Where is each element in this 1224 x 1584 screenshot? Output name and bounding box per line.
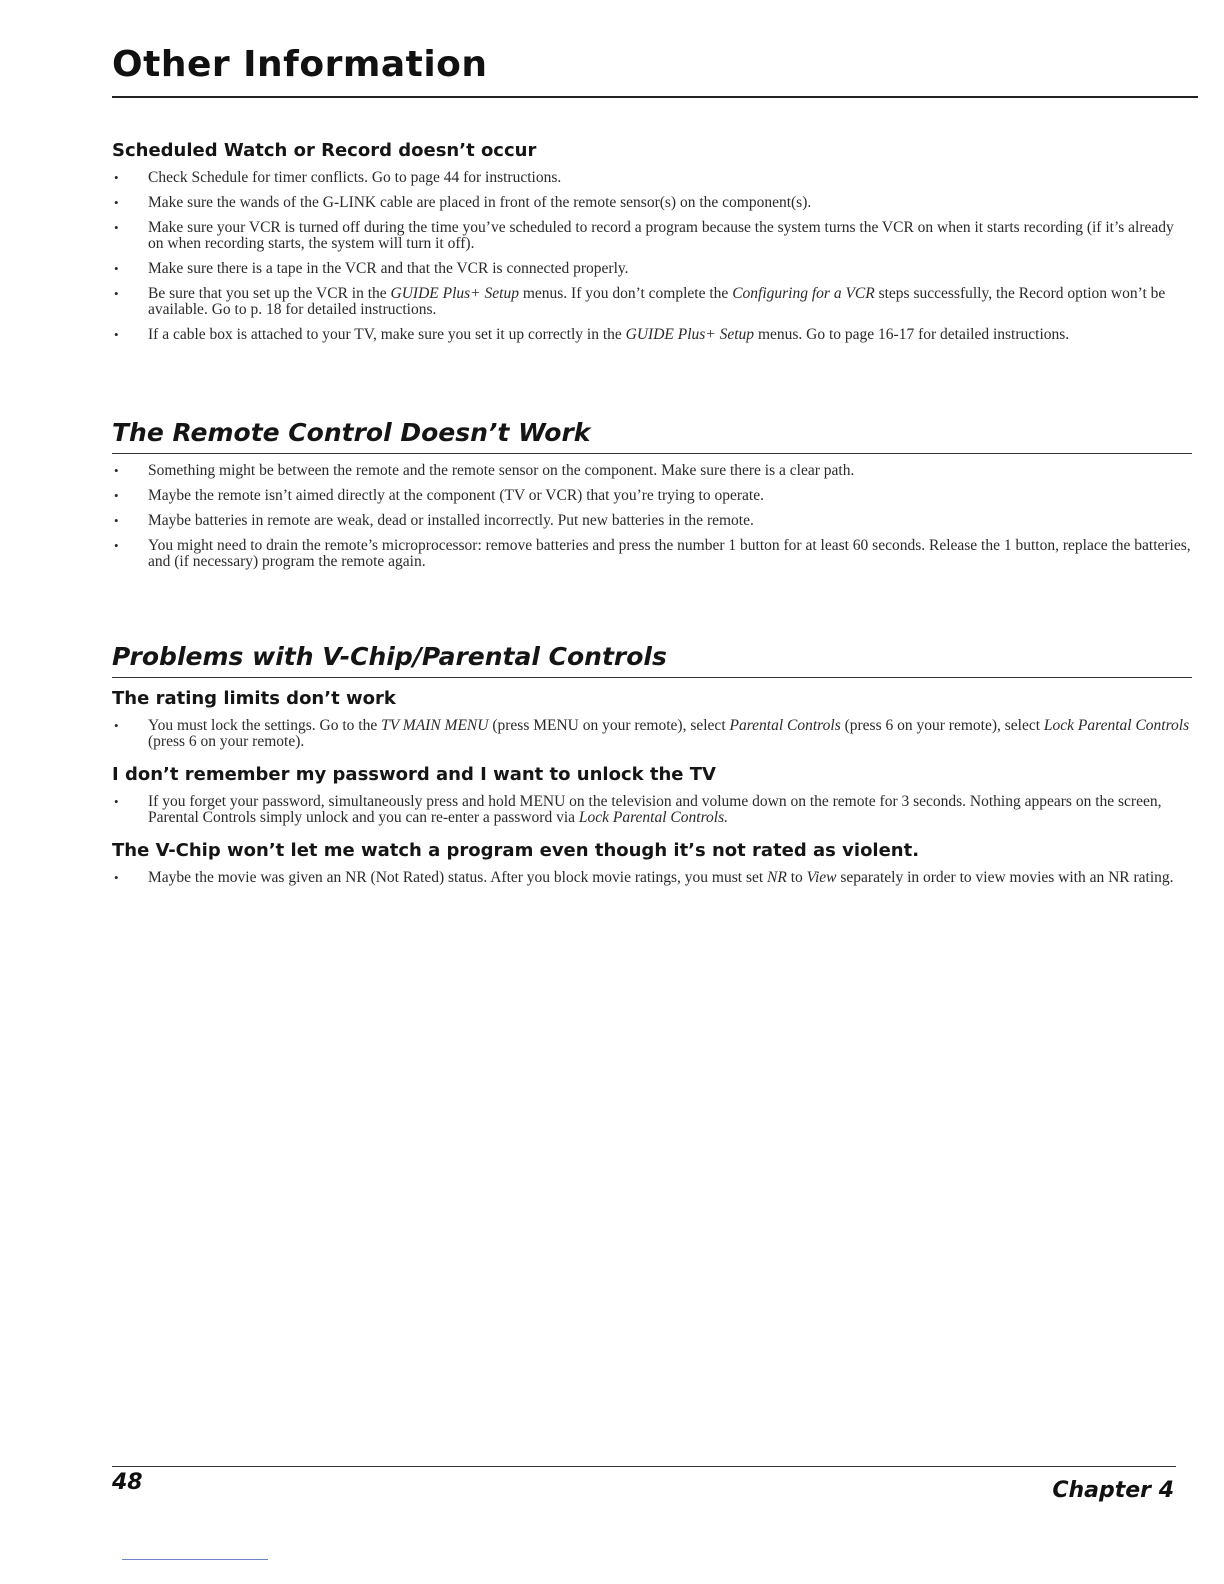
section-rule <box>112 453 1192 454</box>
list-item <box>112 870 1192 886</box>
text-run: separately in order to view movies with an NR rating. <box>836 869 1174 886</box>
list-item: • Maybe the remote isn’t aimed directly at the component (TV or VCR) that you’re trying to operate. <box>112 488 1192 504</box>
menu-reference: Configuring for a VCR <box>732 285 875 302</box>
list-item: • Something might be between the remote and the remote sensor on the component. Make sure there is a clear path. <box>112 463 1192 479</box>
menu-reference: Lock Parental Controls. <box>578 809 728 826</box>
list-item: • Maybe batteries in remote are weak, dead or installed incorrectly. Put new batteries in the remote. <box>112 513 1192 529</box>
menu-reference: Lock Parental Controls <box>1043 717 1190 734</box>
subsection-heading: The V-Chip won’t let me watch a program even though it’s not rated as violent. <box>112 840 920 861</box>
text-run: (press 6 on your remote), select <box>840 717 1044 734</box>
menu-reference: GUIDE Plus+ Setup <box>625 326 755 343</box>
list-item: • Check Schedule for timer conflicts. Go to page 44 for instructions. <box>112 170 1192 186</box>
text-run: Be sure that you set up the VCR in the <box>148 285 391 302</box>
section-vchip <box>112 642 1192 886</box>
list-item <box>112 718 1192 750</box>
section-heading: The Remote Control Doesn’t Work <box>112 418 591 447</box>
text-run: to <box>786 869 807 886</box>
section-rule <box>112 677 1192 678</box>
text-run: Maybe the movie was given an NR (Not Rated) status. After you block movie ratings, you must set <box>148 869 768 886</box>
section-scheduled <box>112 140 1192 343</box>
bullet-list <box>112 718 1192 750</box>
list-item: • Make sure your VCR is turned off during the time you’ve scheduled to record a program because the system turns the VCR on when it starts recording (if it’s already on when recording starts, the system will turn it off). <box>112 220 1192 252</box>
section-heading: Problems with V-Chip/Parental Controls <box>112 642 667 671</box>
menu-reference: View <box>806 869 837 886</box>
subsection-heading: The rating limits don’t work <box>112 688 396 709</box>
footer-rule <box>112 1466 1176 1467</box>
chapter-label: Chapter 4 <box>1052 1478 1174 1503</box>
menu-reference: Parental Controls <box>729 717 841 734</box>
bullet-list <box>112 870 1192 886</box>
text-run: menus. If you don’t complete the <box>518 285 733 302</box>
menu-reference: TV MAIN MENU <box>381 717 489 734</box>
bullet-list <box>112 463 1192 570</box>
text-run: menus. Go to page 16-17 for detailed instructions. <box>754 326 1070 343</box>
bullet-list <box>112 170 1192 343</box>
list-item: • You might need to drain the remote’s microprocessor: remove batteries and press the number 1 button for at least 60 seconds. Release the 1 button, replace the batteries, and (if necessary) program the remote again. <box>112 538 1192 570</box>
section-heading: Scheduled Watch or Record doesn’t occur <box>112 140 537 161</box>
list-item: • Make sure there is a tape in the VCR and that the VCR is connected properly. <box>112 261 1192 277</box>
bottom-mark <box>122 1559 268 1560</box>
text-run: If you forget your password, simultaneously press and hold MENU on the television and volume down on the remote for 3 seconds. Nothing appears on the screen, Parental Controls simply unlock and you can re-enter a password via <box>148 793 1162 826</box>
list-item: • Make sure the wands of the G-LINK cable are placed in front of the remote sensor(s) on the component(s). <box>112 195 1192 211</box>
menu-reference: GUIDE Plus+ Setup <box>390 285 519 302</box>
subsection-heading: I don’t remember my password and I want to unlock the TV <box>112 764 716 785</box>
page-number: 48 <box>112 1470 143 1495</box>
title-rule <box>112 96 1198 98</box>
bullet-list <box>112 794 1192 826</box>
page-title: Other Information <box>112 44 488 85</box>
section-remote <box>112 418 1192 570</box>
list-item <box>112 794 1192 826</box>
list-item <box>112 327 1192 343</box>
text-run: steps successfully, the Record option won’t be available. Go to p. 18 for detailed instructions. <box>148 285 1166 318</box>
menu-reference: NR <box>767 869 787 886</box>
text-run: (press 6 on your remote). <box>148 733 305 750</box>
text-run: You must lock the settings. Go to the <box>148 717 382 734</box>
text-run: (press MENU on your remote), select <box>488 717 730 734</box>
text-run: If a cable box is attached to your TV, make sure you set it up correctly in the <box>148 326 626 343</box>
list-item <box>112 286 1192 318</box>
